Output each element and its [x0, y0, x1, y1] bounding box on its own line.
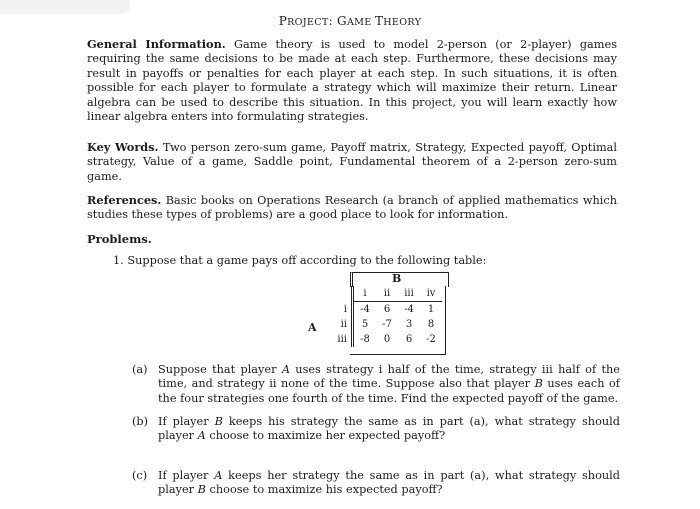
part-label: (c): [132, 469, 148, 482]
problem-part-a: [132, 363, 620, 406]
payoff-matrix: [326, 286, 442, 347]
payoff-cell: 1: [427, 304, 435, 315]
payoff-row: [326, 302, 442, 318]
payoff-cell: 8: [427, 319, 435, 330]
references-paragraph: [87, 193, 617, 223]
payoff-cell: 3: [405, 319, 413, 330]
part-text: Suppose that player A uses strategy i half of the time, strategy iii half of the time, and strategy ii none of the time. Suppose also that player B uses each of the four strategies one fourth of the time. Find the expected payoff of the game.: [158, 363, 620, 405]
key-words-body: Two person zero-sum game, Payoff matrix, Strategy, Expected payoff, Optimal strategy, Value of a game, Saddle point, Fundamental theorem of a 2-person zero-sum game.: [87, 141, 618, 183]
part-text: If player B keeps his strategy the same as in part (a), what strategy should player A choose to maximize her expected payoff?: [158, 415, 621, 443]
row-header: ii: [326, 317, 353, 332]
payoff-row: [326, 317, 442, 332]
column-player-label: B: [392, 272, 402, 285]
payoff-cell: -4: [360, 304, 370, 315]
part-text: If player A keeps her strategy the same as in part (a), what strategy should player B choose to maximize his expected payoff?: [158, 469, 620, 497]
payoff-cell: -2: [426, 334, 436, 345]
row-player-label: A: [308, 321, 317, 334]
problem-part-b: [132, 415, 620, 444]
general-information-heading: General Information.: [87, 37, 226, 51]
column-header: i: [353, 286, 377, 302]
problems-heading: Problems.: [87, 232, 152, 246]
payoff-cell: -4: [404, 304, 414, 315]
payoff-cell: 6: [405, 334, 413, 345]
corner-cell: [326, 286, 353, 302]
row-header: iii: [326, 332, 353, 347]
column-header: ii: [376, 286, 398, 302]
part-label: (b): [132, 415, 149, 428]
payoff-row: [326, 332, 442, 347]
key-words-heading: Key Words.: [87, 140, 159, 154]
part-label: (a): [132, 363, 148, 376]
payoff-cell: -8: [360, 334, 370, 345]
column-header: iii: [398, 286, 420, 302]
payoff-cell: 0: [383, 334, 391, 345]
payoff-table-right-border: [445, 286, 446, 354]
payoff-cell: 5: [361, 319, 369, 330]
problem-1-statement: 1. Suppose that a game pays off according to the following table:: [113, 254, 487, 267]
page-title: PROJECT: GAME THEORY: [278, 14, 422, 28]
column-header: iv: [420, 286, 442, 302]
general-information-paragraph: [87, 37, 617, 124]
payoff-cell: 6: [383, 304, 391, 315]
corner-shadow: [0, 0, 130, 14]
references-body: Basic books on Operations Research (a branch of applied mathematics which studies these types of problems) are a good place to look for information.: [87, 194, 617, 222]
payoff-cell: -7: [382, 319, 392, 330]
key-words-paragraph: [87, 140, 617, 184]
general-information-body: Game theory is used to model 2-person (or 2-player) games requiring the same decisions to be made at each step. Furthermore, these decisions may result in payoffs or penalties for each player at each step. In such situations, it is often possible for each player to formulate a strategy which will maximize their return. Linear algebra can be used to describe this situation. In this project, you will learn exactly how linear algebra enters into formulating strategies.: [87, 38, 617, 124]
row-header: i: [326, 302, 353, 318]
payoff-table-bottom-border: [350, 354, 446, 355]
column-header-row: [326, 286, 442, 302]
payoff-table: [300, 270, 450, 358]
problem-part-c: [132, 469, 620, 498]
references-heading: References.: [87, 193, 162, 207]
